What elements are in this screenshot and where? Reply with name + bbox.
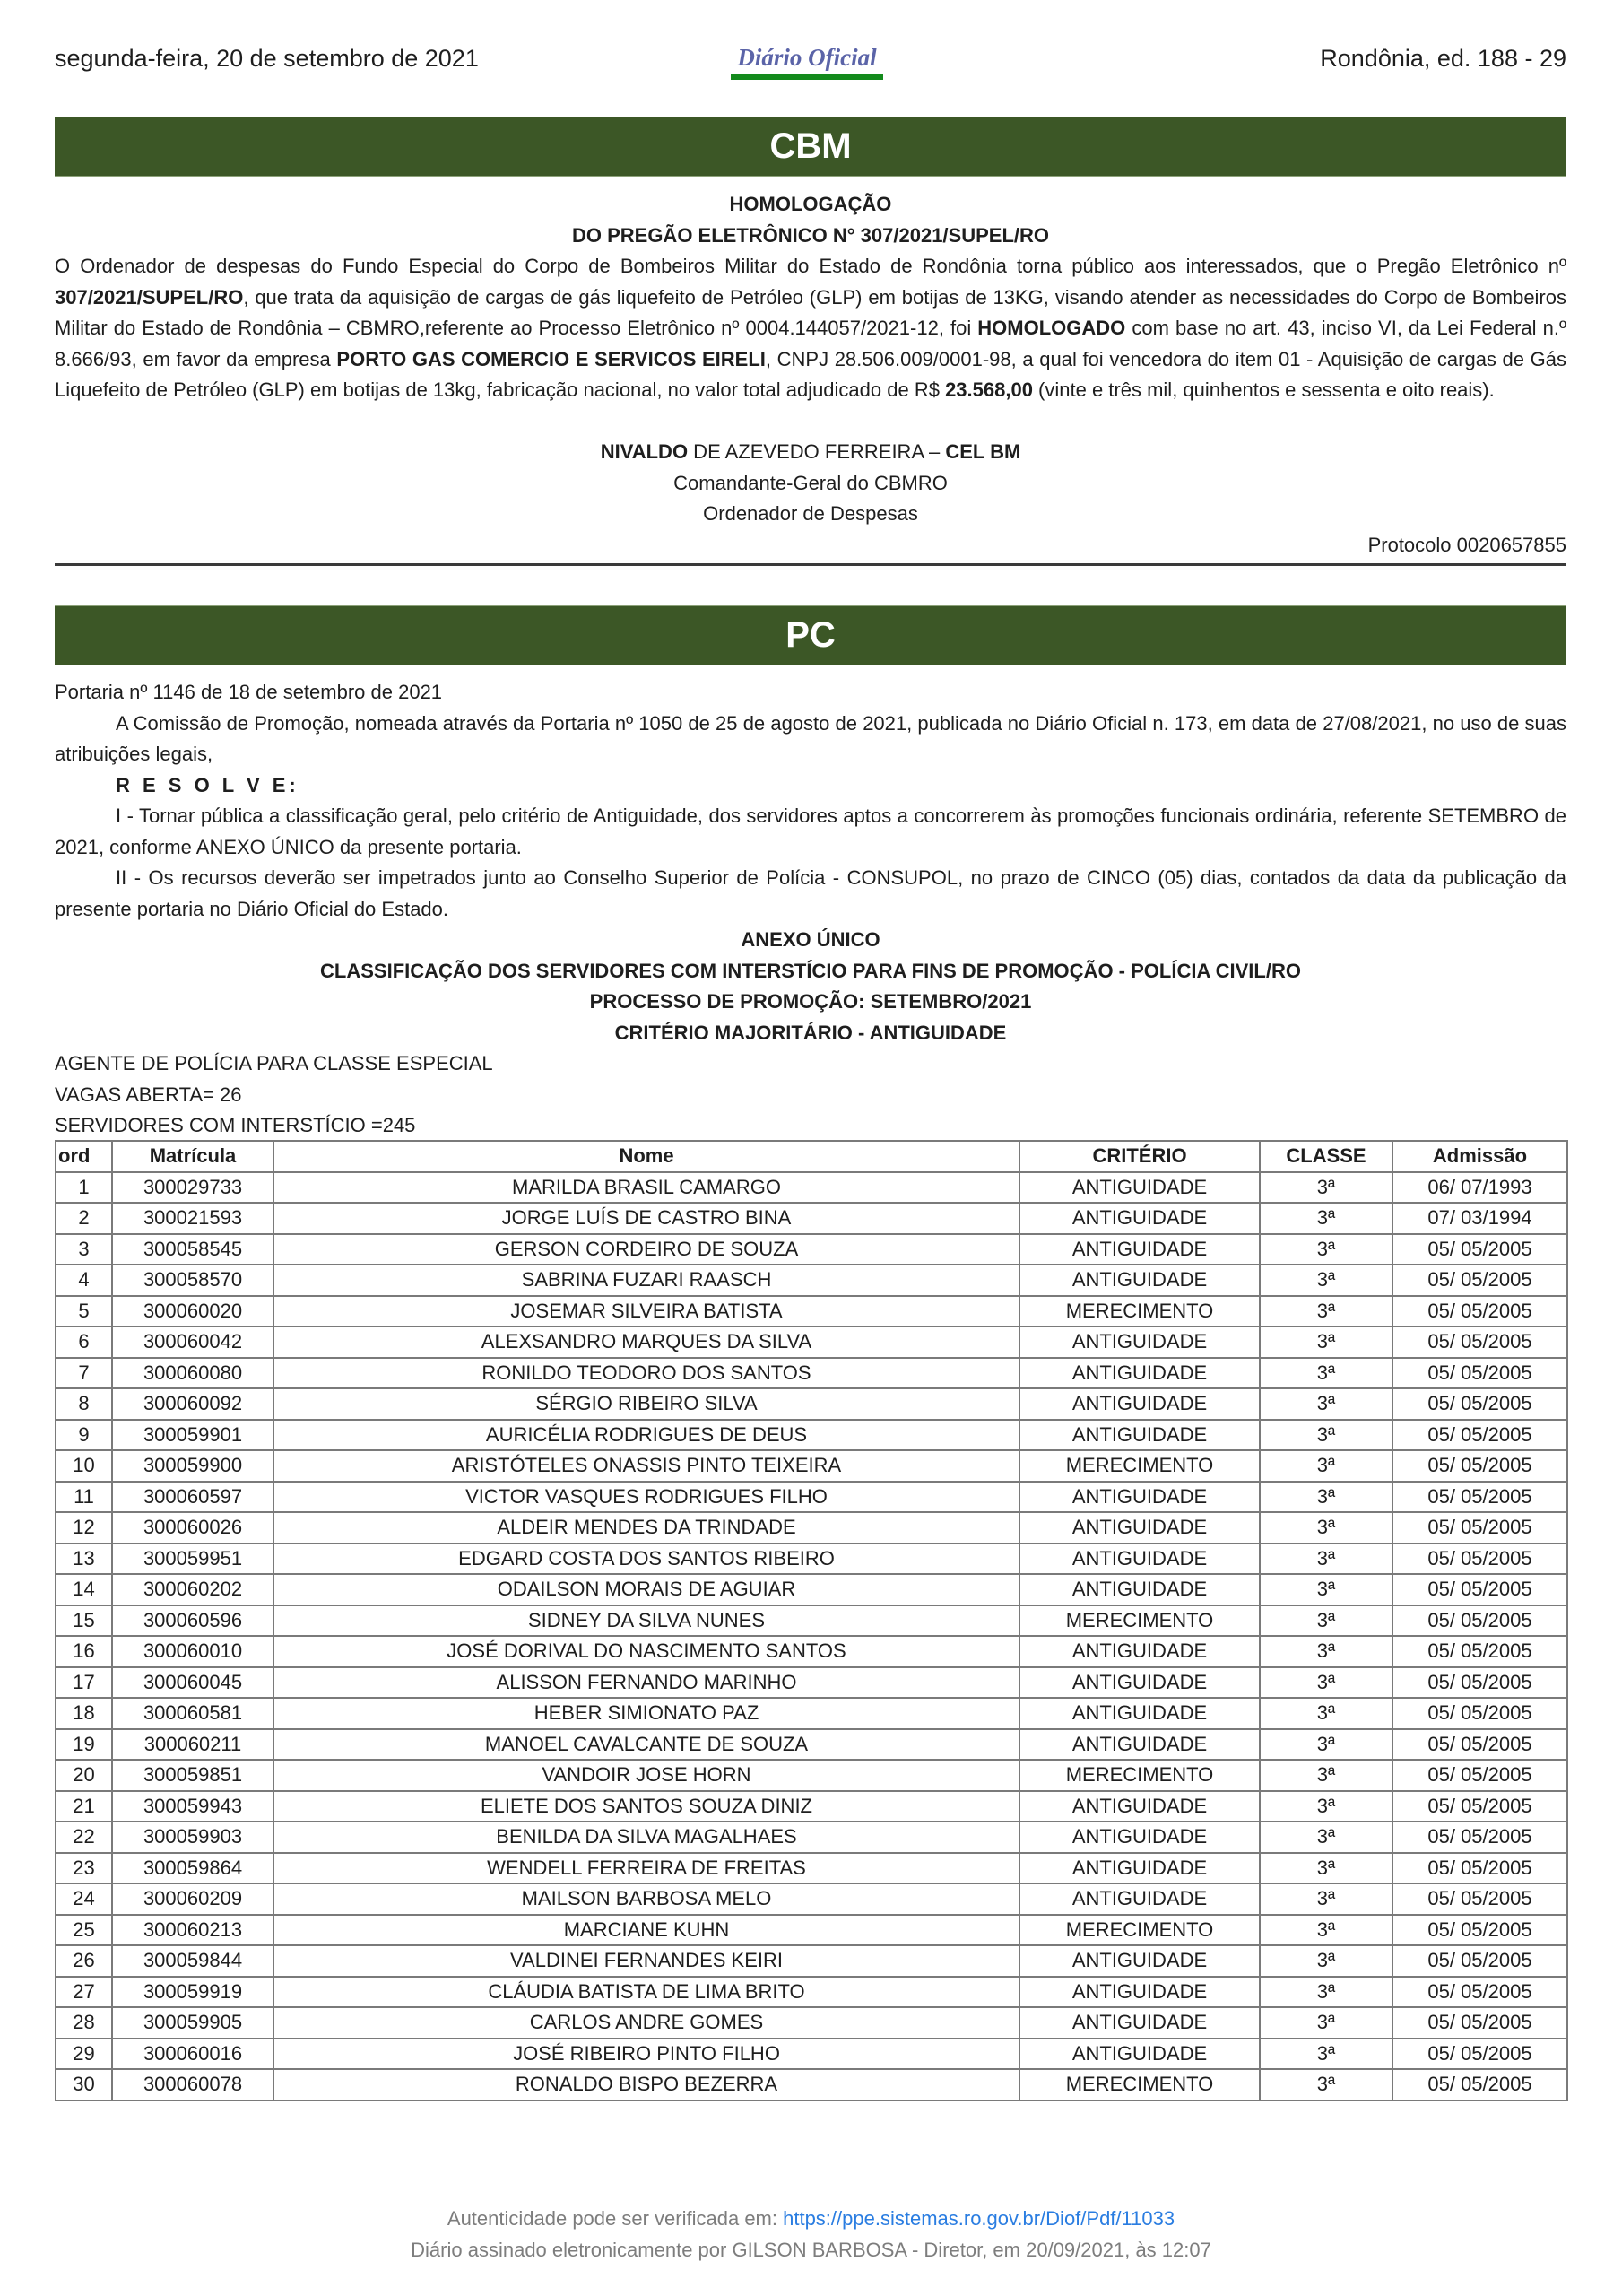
cell-classe: 3ª — [1260, 1667, 1392, 1699]
table-row — [56, 1420, 1567, 1451]
col-header-criterio: CRITÉRIO — [1019, 1141, 1260, 1172]
cell-nome: GERSON CORDEIRO DE SOUZA — [273, 1234, 1019, 1265]
signature-rank: CEL BM — [945, 440, 1021, 463]
publication-date: segunda-feira, 20 de setembro de 2021 — [55, 45, 479, 72]
signature-name-rest: DE AZEVEDO FERREIRA – — [688, 440, 946, 463]
cell-ord: 12 — [56, 1512, 112, 1544]
cell-nome: VANDOIR JOSE HORN — [273, 1760, 1019, 1791]
cell-ord: 7 — [56, 1358, 112, 1389]
table-row — [56, 1265, 1567, 1296]
col-header-classe: CLASSE — [1260, 1141, 1392, 1172]
pc-body — [55, 677, 1566, 1142]
table-row — [56, 1791, 1567, 1822]
cell-ord: 22 — [56, 1822, 112, 1853]
cell-classe: 3ª — [1260, 1326, 1392, 1358]
cell-ord: 4 — [56, 1265, 112, 1296]
cbm-amount: 23.568,00 — [945, 378, 1033, 401]
cell-classe: 3ª — [1260, 1574, 1392, 1605]
col-header-nome: Nome — [273, 1141, 1019, 1172]
cell-admissao: 05/ 05/2005 — [1392, 2069, 1567, 2100]
cell-classe: 3ª — [1260, 1853, 1392, 1884]
pc-item-1: I - Tornar pública a classificação geral, pelo critério de Antiguidade, dos servidores aptos a concorrerem às promoções funcionais ordinária, referente SETEMBRO de 2021, conforme ANEXO ÚNICO da presente portaria. — [55, 804, 1566, 858]
table-row — [56, 1388, 1567, 1420]
brand-title: Diário Oficial — [737, 44, 877, 71]
cell-admissao: 05/ 05/2005 — [1392, 1326, 1567, 1358]
cell-matricula: 300060209 — [112, 1883, 273, 1915]
cell-nome: ALISSON FERNANDO MARINHO — [273, 1667, 1019, 1699]
cell-nome: ALDEIR MENDES DA TRINDADE — [273, 1512, 1019, 1544]
cell-ord: 2 — [56, 1203, 112, 1234]
cell-criterio: ANTIGUIDADE — [1019, 1636, 1260, 1667]
cell-matricula: 300059851 — [112, 1760, 273, 1791]
cell-classe: 3ª — [1260, 1234, 1392, 1265]
cell-matricula: 300060078 — [112, 2069, 273, 2100]
cell-criterio: ANTIGUIDADE — [1019, 1945, 1260, 1977]
cbm-title-line-1: HOMOLOGAÇÃO — [729, 193, 892, 215]
cell-matricula: 300059951 — [112, 1544, 273, 1575]
cell-classe: 3ª — [1260, 2039, 1392, 2070]
cell-nome: RONALDO BISPO BEZERRA — [273, 2069, 1019, 2100]
cbm-title — [55, 189, 1566, 251]
cbm-text-3: com base no art. 43, inciso VI, da Lei Federal n.º 8.666/93, em favor da empresa — [55, 317, 1566, 370]
cell-classe: 3ª — [1260, 1358, 1392, 1389]
cell-matricula: 300060213 — [112, 1915, 273, 1946]
authenticity-link[interactable]: https://ppe.sistemas.ro.gov.br/Diof/Pdf/11033 — [783, 2207, 1175, 2230]
cell-criterio: ANTIGUIDADE — [1019, 1234, 1260, 1265]
classification-table — [55, 1140, 1568, 2101]
cell-nome: AURICÉLIA RODRIGUES DE DEUS — [273, 1420, 1019, 1451]
cell-classe: 3ª — [1260, 1203, 1392, 1234]
annex-subtitle-2: PROCESSO DE PROMOÇÃO: SETEMBRO/2021 — [589, 990, 1032, 1013]
cell-classe: 3ª — [1260, 1482, 1392, 1513]
table-row — [56, 1760, 1567, 1791]
cell-admissao: 05/ 05/2005 — [1392, 1636, 1567, 1667]
annex-servidores: SERVIDORES COM INTERSTÍCIO =245 — [55, 1114, 416, 1136]
cell-ord: 3 — [56, 1234, 112, 1265]
cell-admissao: 05/ 05/2005 — [1392, 1420, 1567, 1451]
cell-criterio: ANTIGUIDADE — [1019, 2039, 1260, 2070]
cell-criterio: ANTIGUIDADE — [1019, 1729, 1260, 1761]
cell-classe: 3ª — [1260, 2069, 1392, 2100]
cell-nome: SABRINA FUZARI RAASCH — [273, 1265, 1019, 1296]
signature-role-2: Ordenador de Despesas — [703, 502, 918, 525]
cell-matricula: 300058570 — [112, 1265, 273, 1296]
signature-role-1: Comandante-Geral do CBMRO — [673, 471, 948, 494]
cell-ord: 26 — [56, 1945, 112, 1977]
cell-matricula: 300059864 — [112, 1853, 273, 1884]
cell-admissao: 05/ 05/2005 — [1392, 1822, 1567, 1853]
annex-vagas: VAGAS ABERTA= 26 — [55, 1083, 242, 1106]
cell-matricula: 300060016 — [112, 2039, 273, 2070]
table-row — [56, 1822, 1567, 1853]
table-row — [56, 2039, 1567, 2070]
cell-criterio: ANTIGUIDADE — [1019, 1667, 1260, 1699]
table-row — [56, 1729, 1567, 1761]
cell-criterio: ANTIGUIDADE — [1019, 1203, 1260, 1234]
cell-matricula: 300059903 — [112, 1822, 273, 1853]
cbm-text-2: , que trata da aquisição de cargas de gás liquefeito de Petróleo (GLP) em botijas de 13KG, visando atender as necessidades do Corpo de Bombeiros Militar do Estado de Rondônia – CBMRO,referente ao Processo Eletrônico nº 0004.144057/2021-12, foi — [55, 285, 1566, 339]
cell-classe: 3ª — [1260, 1883, 1392, 1915]
cell-nome: SÉRGIO RIBEIRO SILVA — [273, 1388, 1019, 1420]
cell-nome: CARLOS ANDRE GOMES — [273, 2007, 1019, 2039]
cell-ord: 6 — [56, 1326, 112, 1358]
table-row — [56, 1853, 1567, 1884]
cell-matricula: 300060092 — [112, 1388, 273, 1420]
cell-criterio: ANTIGUIDADE — [1019, 1265, 1260, 1296]
cell-classe: 3ª — [1260, 1791, 1392, 1822]
annex-title: ANEXO ÚNICO — [741, 928, 880, 951]
cell-criterio: MERECIMENTO — [1019, 1605, 1260, 1637]
cell-criterio: ANTIGUIDADE — [1019, 1420, 1260, 1451]
cbm-company: PORTO GAS COMERCIO E SERVICOS EIRELI — [336, 347, 766, 370]
cell-ord: 17 — [56, 1667, 112, 1699]
cell-ord: 16 — [56, 1636, 112, 1667]
cbm-text-4: , CNPJ 28.506.009/0001-98, a qual foi vencedora do item 01 - Aquisição de cargas de Gás Liquefeito de Petróleo (GLP) em botijas de 13kg, fabricação nacional, no valor total adjudicado de R$ — [55, 347, 1566, 401]
cell-classe: 3ª — [1260, 1729, 1392, 1761]
table-row — [56, 1203, 1567, 1234]
signature-name — [55, 437, 1566, 468]
cell-matricula: 300060597 — [112, 1482, 273, 1513]
table-row — [56, 1977, 1567, 2008]
cell-criterio: ANTIGUIDADE — [1019, 1883, 1260, 1915]
annex-category: AGENTE DE POLÍCIA PARA CLASSE ESPECIAL — [55, 1052, 493, 1074]
table-body — [56, 1172, 1567, 2100]
cell-matricula: 300059943 — [112, 1791, 273, 1822]
cell-admissao: 05/ 05/2005 — [1392, 1698, 1567, 1729]
cell-matricula: 300059905 — [112, 2007, 273, 2039]
cell-nome: MANOEL CAVALCANTE DE SOUZA — [273, 1729, 1019, 1761]
authenticity-line — [0, 2203, 1622, 2234]
cell-classe: 3ª — [1260, 1945, 1392, 1977]
cell-nome: WENDELL FERREIRA DE FREITAS — [273, 1853, 1019, 1884]
cell-ord: 25 — [56, 1915, 112, 1946]
table-row — [56, 1234, 1567, 1265]
edition-info: Rondônia, ed. 188 - 29 — [1320, 45, 1566, 72]
annex-subtitle-1: CLASSIFICAÇÃO DOS SERVIDORES COM INTERSTÍCIO PARA FINS DE PROMOÇÃO - POLÍCIA CIVIL/RO — [320, 959, 1301, 982]
table-row — [56, 1296, 1567, 1327]
signed-by-line: Diário assinado eletronicamente por GILSON BARBOSA - Diretor, em 20/09/2021, às 12:07 — [411, 2239, 1211, 2261]
cell-classe: 3ª — [1260, 1265, 1392, 1296]
cell-admissao: 05/ 05/2005 — [1392, 1512, 1567, 1544]
cell-admissao: 05/ 05/2005 — [1392, 1945, 1567, 1977]
cell-classe: 3ª — [1260, 1296, 1392, 1327]
annex-subtitle-3: CRITÉRIO MAJORITÁRIO - ANTIGUIDADE — [614, 1021, 1007, 1044]
cell-classe: 3ª — [1260, 1512, 1392, 1544]
section-banner-cbm: CBM — [55, 117, 1566, 177]
cell-classe: 3ª — [1260, 1544, 1392, 1575]
cell-criterio: ANTIGUIDADE — [1019, 1698, 1260, 1729]
cell-matricula: 300060045 — [112, 1667, 273, 1699]
cell-matricula: 300059919 — [112, 1977, 273, 2008]
cell-admissao: 05/ 05/2005 — [1392, 1482, 1567, 1513]
cell-admissao: 05/ 05/2005 — [1392, 1388, 1567, 1420]
cell-admissao: 05/ 05/2005 — [1392, 1574, 1567, 1605]
table-row — [56, 2007, 1567, 2039]
pc-resolve: R E S O L V E: — [116, 773, 299, 796]
cell-classe: 3ª — [1260, 1698, 1392, 1729]
footer — [0, 2203, 1622, 2266]
cell-criterio: ANTIGUIDADE — [1019, 1326, 1260, 1358]
cell-admissao: 05/ 05/2005 — [1392, 1605, 1567, 1637]
cbm-title-line-2: DO PREGÃO ELETRÔNICO N° 307/2021/SUPEL/RO — [571, 223, 1050, 247]
cell-nome: JOSÉ DORIVAL DO NASCIMENTO SANTOS — [273, 1636, 1019, 1667]
cbm-text-1: O Ordenador de despesas do Fundo Especial do Corpo de Bombeiros Militar do Estado de Rondônia torna público aos interessados, que o Pregão Eletrônico nº — [55, 255, 1566, 277]
cell-nome: JOSÉ RIBEIRO PINTO FILHO — [273, 2039, 1019, 2070]
table-row — [56, 1326, 1567, 1358]
table-row — [56, 1636, 1567, 1667]
cell-criterio: ANTIGUIDADE — [1019, 1977, 1260, 2008]
cell-ord: 20 — [56, 1760, 112, 1791]
cell-criterio: ANTIGUIDADE — [1019, 1574, 1260, 1605]
cell-criterio: MERECIMENTO — [1019, 1296, 1260, 1327]
cell-nome: HEBER SIMIONATO PAZ — [273, 1698, 1019, 1729]
cell-admissao: 05/ 05/2005 — [1392, 1667, 1567, 1699]
table-row — [56, 1450, 1567, 1482]
cell-ord: 19 — [56, 1729, 112, 1761]
cell-nome: JOSEMAR SILVEIRA BATISTA — [273, 1296, 1019, 1327]
cell-admissao: 05/ 05/2005 — [1392, 1234, 1567, 1265]
cell-ord: 14 — [56, 1574, 112, 1605]
table-row — [56, 1172, 1567, 1204]
cell-nome: MARCIANE KUHN — [273, 1915, 1019, 1946]
table-row — [56, 1574, 1567, 1605]
cell-nome: VICTOR VASQUES RODRIGUES FILHO — [273, 1482, 1019, 1513]
table-row — [56, 1512, 1567, 1544]
cell-matricula: 300060581 — [112, 1698, 273, 1729]
cell-criterio: ANTIGUIDADE — [1019, 1791, 1260, 1822]
cell-matricula: 300059844 — [112, 1945, 273, 1977]
cell-admissao: 05/ 05/2005 — [1392, 1265, 1567, 1296]
cbm-pregao-number: 307/2021/SUPEL/RO — [55, 285, 244, 309]
table-row — [56, 1667, 1567, 1699]
cell-matricula: 300029733 — [112, 1172, 273, 1204]
cell-criterio: ANTIGUIDADE — [1019, 2007, 1260, 2039]
cell-ord: 24 — [56, 1883, 112, 1915]
table-row — [56, 1358, 1567, 1389]
section-banner-pc: PC — [55, 605, 1566, 665]
table-row — [56, 2069, 1567, 2100]
cell-ord: 5 — [56, 1296, 112, 1327]
cell-nome: ARISTÓTELES ONASSIS PINTO TEIXEIRA — [273, 1450, 1019, 1482]
cell-ord: 29 — [56, 2039, 112, 2070]
col-header-ord: ord — [56, 1141, 112, 1172]
cell-admissao: 05/ 05/2005 — [1392, 1977, 1567, 2008]
cell-classe: 3ª — [1260, 2007, 1392, 2039]
cell-nome: CLÁUDIA BATISTA DE LIMA BRITO — [273, 1977, 1019, 2008]
cell-criterio: ANTIGUIDADE — [1019, 1172, 1260, 1204]
cell-admissao: 05/ 05/2005 — [1392, 2007, 1567, 2039]
cell-criterio: ANTIGUIDADE — [1019, 1388, 1260, 1420]
cell-nome: BENILDA DA SILVA MAGALHAES — [273, 1822, 1019, 1853]
table-row — [56, 1605, 1567, 1637]
cell-admissao: 05/ 05/2005 — [1392, 1853, 1567, 1884]
cell-nome: SIDNEY DA SILVA NUNES — [273, 1605, 1019, 1637]
cell-ord: 10 — [56, 1450, 112, 1482]
cbm-protocolo: Protocolo 0020657855 — [1367, 534, 1566, 556]
cell-ord: 15 — [56, 1605, 112, 1637]
cell-admissao: 07/ 03/1994 — [1392, 1203, 1567, 1234]
cell-matricula: 300060596 — [112, 1605, 273, 1637]
signature-name-bold: NIVALDO — [600, 440, 689, 463]
pc-item-2: II - Os recursos deverão ser impetrados junto ao Conselho Superior de Polícia - CONSUPOL, no prazo de CINCO (05) dias, contados da data da publicação da presente portaria no Diário Oficial do Estado. — [55, 866, 1566, 920]
cell-ord: 11 — [56, 1482, 112, 1513]
table-row — [56, 1915, 1567, 1946]
cell-ord: 21 — [56, 1791, 112, 1822]
cell-admissao: 05/ 05/2005 — [1392, 1791, 1567, 1822]
cell-admissao: 06/ 07/1993 — [1392, 1172, 1567, 1204]
cell-admissao: 05/ 05/2005 — [1392, 2039, 1567, 2070]
cell-classe: 3ª — [1260, 1760, 1392, 1791]
table-row — [56, 1883, 1567, 1915]
cell-admissao: 05/ 05/2005 — [1392, 1729, 1567, 1761]
cell-matricula: 300060020 — [112, 1296, 273, 1327]
cell-criterio: ANTIGUIDADE — [1019, 1853, 1260, 1884]
cell-classe: 3ª — [1260, 1172, 1392, 1204]
cell-ord: 23 — [56, 1853, 112, 1884]
cell-admissao: 05/ 05/2005 — [1392, 1760, 1567, 1791]
cell-criterio: ANTIGUIDADE — [1019, 1358, 1260, 1389]
cell-ord: 18 — [56, 1698, 112, 1729]
cbm-homologado: HOMOLOGADO — [977, 317, 1126, 339]
brand-logo — [731, 41, 883, 80]
table-row — [56, 1482, 1567, 1513]
cell-classe: 3ª — [1260, 1822, 1392, 1853]
cell-matricula: 300059900 — [112, 1450, 273, 1482]
cell-criterio: MERECIMENTO — [1019, 1760, 1260, 1791]
cell-criterio: ANTIGUIDADE — [1019, 1822, 1260, 1853]
cell-classe: 3ª — [1260, 1605, 1392, 1637]
cell-classe: 3ª — [1260, 1977, 1392, 2008]
cell-criterio: ANTIGUIDADE — [1019, 1482, 1260, 1513]
cell-ord: 27 — [56, 1977, 112, 2008]
col-header-matricula: Matrícula — [112, 1141, 273, 1172]
cell-matricula: 300060202 — [112, 1574, 273, 1605]
section-divider — [55, 563, 1566, 566]
cbm-paragraph — [55, 251, 1566, 406]
brand-underline — [731, 74, 883, 80]
cell-matricula: 300060026 — [112, 1512, 273, 1544]
col-header-admissao: Admissão — [1392, 1141, 1567, 1172]
cell-matricula: 300060042 — [112, 1326, 273, 1358]
cell-nome: EDGARD COSTA DOS SANTOS RIBEIRO — [273, 1544, 1019, 1575]
cell-ord: 1 — [56, 1172, 112, 1204]
cell-ord: 9 — [56, 1420, 112, 1451]
table-row — [56, 1945, 1567, 1977]
cell-admissao: 05/ 05/2005 — [1392, 1358, 1567, 1389]
cell-nome: MARILDA BRASIL CAMARGO — [273, 1172, 1019, 1204]
cell-nome: ODAILSON MORAIS DE AGUIAR — [273, 1574, 1019, 1605]
cell-criterio: MERECIMENTO — [1019, 1450, 1260, 1482]
cell-ord: 13 — [56, 1544, 112, 1575]
table-row — [56, 1544, 1567, 1575]
table-row — [56, 1698, 1567, 1729]
cell-classe: 3ª — [1260, 1420, 1392, 1451]
cell-admissao: 05/ 05/2005 — [1392, 1915, 1567, 1946]
cell-ord: 30 — [56, 2069, 112, 2100]
cell-classe: 3ª — [1260, 1636, 1392, 1667]
cell-matricula: 300060080 — [112, 1358, 273, 1389]
cell-nome: MAILSON BARBOSA MELO — [273, 1883, 1019, 1915]
page-header — [55, 41, 1566, 83]
cell-nome: VALDINEI FERNANDES KEIRI — [273, 1945, 1019, 1977]
cell-criterio: MERECIMENTO — [1019, 1915, 1260, 1946]
cell-matricula: 300060211 — [112, 1729, 273, 1761]
authenticity-label: Autenticidade pode ser verificada em: — [447, 2207, 784, 2230]
cell-criterio: ANTIGUIDADE — [1019, 1544, 1260, 1575]
table-header-row — [56, 1141, 1567, 1172]
cell-nome: RONILDO TEODORO DOS SANTOS — [273, 1358, 1019, 1389]
cell-classe: 3ª — [1260, 1450, 1392, 1482]
cell-nome: JORGE LUÍS DE CASTRO BINA — [273, 1203, 1019, 1234]
pc-portaria: Portaria nº 1146 de 18 de setembro de 2021 — [55, 681, 443, 703]
cell-admissao: 05/ 05/2005 — [1392, 1450, 1567, 1482]
cell-matricula: 300059901 — [112, 1420, 273, 1451]
cell-criterio: MERECIMENTO — [1019, 2069, 1260, 2100]
cell-nome: ALEXSANDRO MARQUES DA SILVA — [273, 1326, 1019, 1358]
cell-criterio: ANTIGUIDADE — [1019, 1512, 1260, 1544]
cell-admissao: 05/ 05/2005 — [1392, 1544, 1567, 1575]
cell-matricula: 300058545 — [112, 1234, 273, 1265]
cbm-signature — [55, 437, 1566, 530]
cell-nome: ELIETE DOS SANTOS SOUZA DINIZ — [273, 1791, 1019, 1822]
cell-admissao: 05/ 05/2005 — [1392, 1883, 1567, 1915]
cell-classe: 3ª — [1260, 1388, 1392, 1420]
cell-matricula: 300060010 — [112, 1636, 273, 1667]
cell-classe: 3ª — [1260, 1915, 1392, 1946]
cell-admissao: 05/ 05/2005 — [1392, 1296, 1567, 1327]
cbm-text-5: (vinte e três mil, quinhentos e sessenta e oito reais). — [1032, 378, 1495, 401]
pc-intro: A Comissão de Promoção, nomeada através da Portaria nº 1050 de 25 de agosto de 2021, publicada no Diário Oficial n. 173, em data de 27/08/2021, no uso de suas atribuições legais, — [55, 711, 1566, 765]
cell-matricula: 300021593 — [112, 1203, 273, 1234]
cell-ord: 8 — [56, 1388, 112, 1420]
cell-ord: 28 — [56, 2007, 112, 2039]
